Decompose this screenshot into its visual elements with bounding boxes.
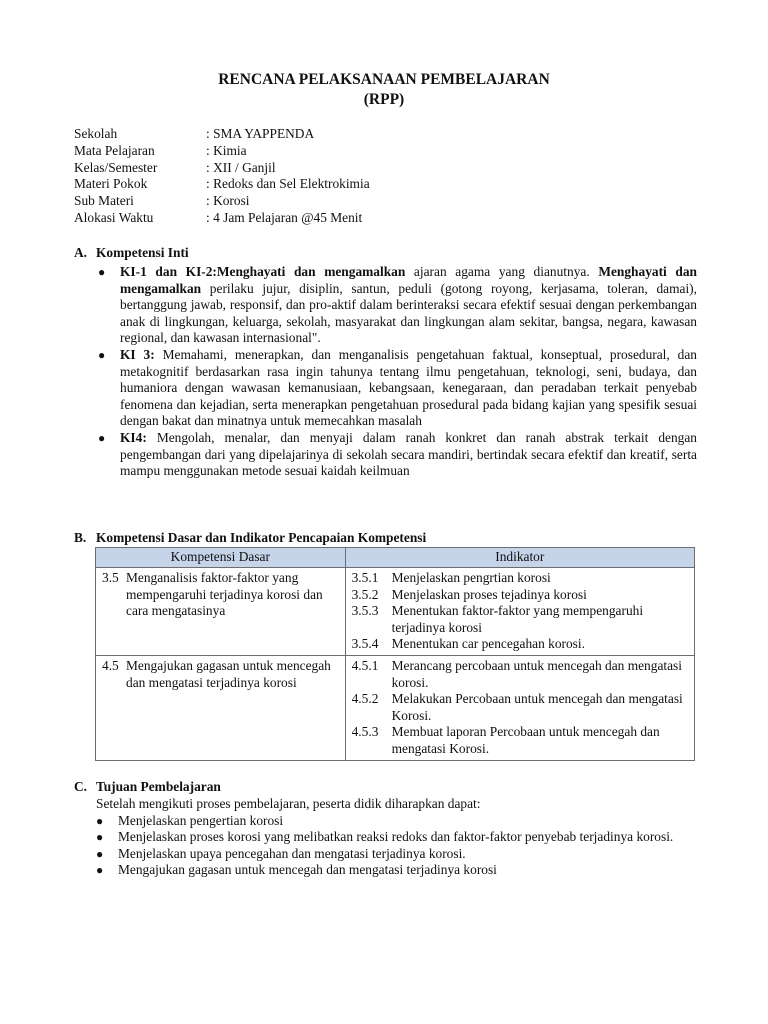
section-title: Tujuan Pembelajaran <box>96 779 221 794</box>
ki-text: Mengolah, menalar, dan menyaji dalam ranah konkret dan ranah abstrak terkait dengan pengembangan dari yang dipelajarinya di sekolah secara mandiri, bertindak secara efektif dan kreatif, serta mampu menggunakan metode sesuai kaidah keilmuan <box>120 429 697 479</box>
indicator-text: Membuat laporan Percobaan untuk mencegah dan mengatasi Korosi. <box>391 724 660 756</box>
list-item <box>96 862 696 879</box>
identity-row <box>74 193 370 210</box>
indicator-number: 3.5.4 <box>351 636 379 652</box>
objective-text: Menjelaskan pengertian korosi <box>118 812 284 828</box>
identity-row <box>74 176 370 193</box>
column-header-indikator: Indikator <box>345 548 694 568</box>
ki-label: KI-1 dan KI-2:Menghayati dan mengamalkan <box>120 264 406 279</box>
ki-emphasis: Menghayati dan mengamalkan <box>120 264 697 296</box>
indicator-item <box>352 587 690 604</box>
indicator-item <box>352 691 690 724</box>
identity-row <box>74 143 370 160</box>
section-letter: B. <box>74 530 87 545</box>
section-letter: A. <box>74 245 88 260</box>
bullet-icon: ● <box>98 347 106 362</box>
identity-value: : SMA YAPPENDA <box>206 126 315 141</box>
kd-text: Menganalisis faktor-faktor yang mempengaruhi terjadinya korosi dan cara mengatasinya <box>126 570 323 619</box>
indicator-number: 4.5.1 <box>351 657 379 673</box>
ki-label: KI4: <box>120 429 147 445</box>
section-title: Kompetensi Inti <box>96 245 189 260</box>
identity-label: Materi Pokok <box>74 176 148 192</box>
list-item <box>96 430 697 480</box>
identity-label: Alokasi Waktu <box>74 209 154 225</box>
identity-row <box>74 126 370 143</box>
indicator-cell <box>345 655 694 760</box>
objectives-block <box>96 796 696 879</box>
doc-title: RENCANA PELAKSANAAN PEMBELAJARAN <box>218 71 550 88</box>
objective-text: Mengajukan gagasan untuk mencegah dan mengatasi terjadinya korosi <box>118 862 497 878</box>
table-row <box>96 568 695 656</box>
bullet-icon: ● <box>98 265 106 279</box>
kd-cell <box>96 568 346 656</box>
indicator-text: Menjelaskan pengrtian korosi <box>391 570 551 585</box>
identity-value: : XII / Ganjil <box>206 159 276 175</box>
list-item <box>96 846 696 863</box>
indicator-item <box>352 724 690 757</box>
kd-cell <box>96 655 346 760</box>
objective-text: Menjelaskan proses korosi yang melibatkan reaksi redoks dan faktor-faktor penyebab terjadinya korosi. <box>118 829 674 845</box>
identity-label: Sub Materi <box>74 193 134 209</box>
identity-value: : Redoks dan Sel Elektrokimia <box>206 176 370 192</box>
indicator-number: 3.5.2 <box>351 586 379 602</box>
identity-label: Mata Pelajaran <box>74 142 155 158</box>
identity-label: Sekolah <box>74 126 118 141</box>
indicator-item <box>352 636 690 653</box>
section-b-heading <box>74 530 426 547</box>
column-header-kd: Kompetensi Dasar <box>96 548 346 568</box>
ki-list <box>96 264 697 480</box>
bullet-icon: ● <box>96 830 104 845</box>
bullet-icon: ● <box>96 863 104 878</box>
identity-value: : Korosi <box>206 193 250 209</box>
objectives-intro: Setelah mengikuti proses pembelajaran, peserta didik diharapkan dapat: <box>96 796 481 811</box>
list-item <box>96 813 696 830</box>
section-letter: C. <box>74 779 88 794</box>
indicator-number: 4.5.3 <box>351 724 379 740</box>
ki-text: perilaku jujur, disiplin, santun, peduli (gotong royong, kerjasama, toleran, damai), bertanggung jawab, responsif, dan pro-aktif dalam berinteraksi secara efektif sesuai dengan perkembangan anak di lingkungan, keluarga, sekolah, masyarakat dan lingkungan alam sekitar, bangsa, negara, kawasan regional, dan kawasan internasional". <box>120 280 697 346</box>
identity-row <box>74 210 370 227</box>
identity-value: : 4 Jam Pelajaran @45 Menit <box>206 209 363 225</box>
indicator-text: Melakukan Percobaan untuk mencegah dan mengatasi Korosi. <box>391 691 683 723</box>
indicator-text: Menentukan faktor-faktor yang mempengaruhi terjadinya korosi <box>391 603 644 635</box>
list-item <box>96 829 696 846</box>
identity-value: : Kimia <box>206 142 247 158</box>
competency-table <box>95 547 695 761</box>
bullet-icon: ● <box>96 846 104 861</box>
ki-label: KI 3: <box>120 346 155 362</box>
section-c-heading <box>74 779 221 796</box>
doc-subtitle: (RPP) <box>363 91 405 108</box>
indicator-item <box>352 658 690 691</box>
list-item <box>96 264 697 347</box>
kd-number: 4.5 <box>102 657 119 673</box>
ki-text: ajaran agama yang dianutnya. <box>405 264 599 279</box>
indicator-item <box>352 603 690 636</box>
bullet-icon: ● <box>98 430 106 445</box>
identity-row <box>74 160 370 177</box>
table-row <box>96 655 695 760</box>
indicator-number: 4.5.2 <box>351 691 379 707</box>
objective-text: Menjelaskan upaya pencegahan dan mengatasi terjadinya korosi. <box>118 845 466 861</box>
indicator-text: Merancang percobaan untuk mencegah dan mengatasi korosi. <box>391 657 682 690</box>
indicator-cell <box>345 568 694 656</box>
identity-label: Kelas/Semester <box>74 159 158 175</box>
section-a-heading <box>74 245 189 262</box>
indicator-text: Menentukan car pencegahan korosi. <box>391 636 585 652</box>
indicator-text: Menjelaskan proses tejadinya korosi <box>391 586 587 602</box>
indicator-number: 3.5.3 <box>351 603 379 619</box>
section-title: Kompetensi Dasar dan Indikator Pencapaian Kompetensi <box>96 530 427 545</box>
identity-block <box>74 126 370 227</box>
kd-text: Mengajukan gagasan untuk mencegah dan mengatasi terjadinya korosi <box>126 657 331 690</box>
table-header-row <box>96 548 695 568</box>
kd-number: 3.5 <box>102 570 119 585</box>
ki-text: Memahami, menerapkan, dan menganalisis pengetahuan faktual, konseptual, prosedural, dan metakognitif berdasarkan rasa ingin tahunya tentang ilmu pengetahuan, teknologi, seni, budaya, dan humaniora dengan wawasan kemanusiaan, kebangsaan, kenegaraan, dan peradaban terkait penyebab fenomena dan kejadian, serta menerapkan pengetahuan prosedural pada bidang kajian yang spesifik sesuai dengan bakat dan minatnya untuk memecahkan masalah <box>120 346 697 429</box>
indicator-number: 3.5.1 <box>351 570 379 585</box>
list-item <box>96 347 697 430</box>
indicator-item <box>352 570 690 587</box>
bullet-icon: ● <box>96 813 104 828</box>
